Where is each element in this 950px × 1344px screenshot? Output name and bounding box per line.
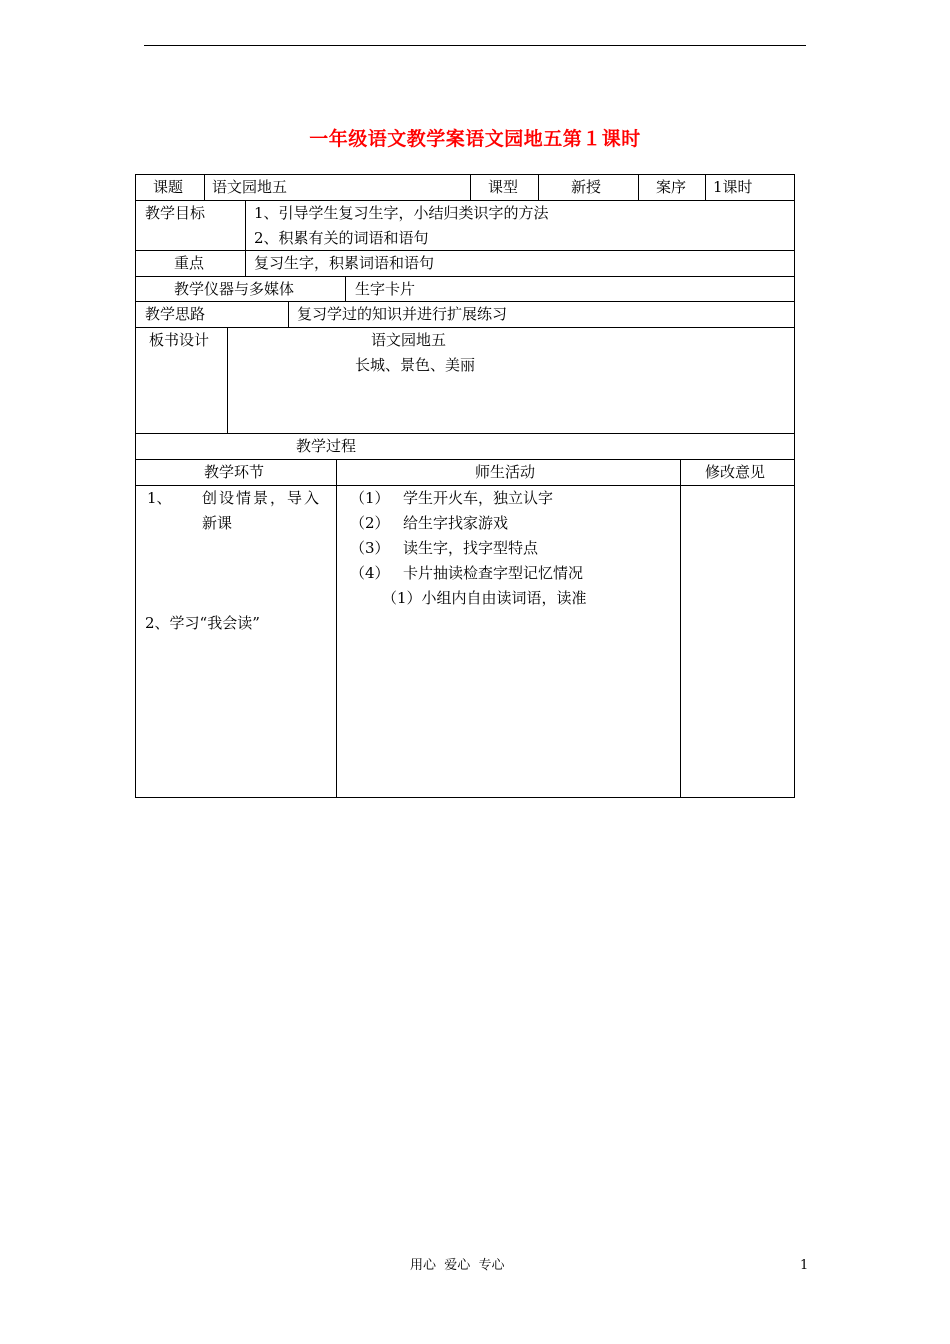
step-text: 创设情景，导入 (202, 489, 322, 507)
board-line: 语文园地五 (371, 331, 447, 349)
col-divider (638, 174, 639, 200)
sequence-label: 案序 (656, 178, 687, 196)
media-label: 教学仪器与多媒体 (174, 280, 295, 298)
col-divider (345, 276, 346, 301)
topic-label: 课题 (153, 178, 184, 196)
sub-activity-text: （1）小组内自由读词语，读准 (382, 589, 587, 607)
goals-label: 教学目标 (145, 204, 206, 222)
step-text: 2、学习“我会读” (145, 614, 260, 632)
activity-number: （3） (350, 539, 390, 557)
col-divider (204, 174, 205, 200)
sequence-value: 1课时 (713, 178, 753, 196)
row-divider (135, 327, 795, 328)
col-divider (336, 459, 337, 798)
activity-number: （2） (350, 514, 390, 532)
col-divider (470, 174, 471, 200)
step-number: 1、 (147, 489, 172, 507)
process-heading: 教学过程 (296, 437, 357, 455)
board-label: 板书设计 (149, 331, 210, 349)
approach-value: 复习学过的知识并进行扩展练习 (297, 305, 508, 323)
step-text: 新课 (202, 514, 233, 532)
footer-motto: 用心 爱心 专心 (410, 1258, 505, 1273)
activity-number: （4） (350, 564, 390, 582)
document-title: 一年级语文教学案语文园地五第１课时 (309, 128, 641, 150)
col-divider (538, 174, 539, 200)
activity-text: 读生字，找字型特点 (403, 539, 539, 557)
lesson-type-label: 课型 (488, 178, 519, 196)
topic-value: 语文园地五 (212, 178, 288, 196)
col-divider (680, 459, 681, 798)
col-divider (227, 327, 228, 433)
col-divider (705, 174, 706, 200)
goal-item: 1、引导学生复习生字，小结归类识字的方法 (254, 204, 549, 222)
column-header-revision: 修改意见 (705, 463, 766, 481)
page-number: 1 (800, 1258, 809, 1273)
media-value: 生字卡片 (355, 280, 416, 298)
activity-text: 给生字找家游戏 (403, 514, 509, 532)
activity-text: 卡片抽读检查字型记忆情况 (403, 564, 584, 582)
row-divider (135, 250, 795, 251)
column-header-step: 教学环节 (204, 463, 265, 481)
column-header-activity: 师生活动 (475, 463, 536, 481)
header-rule (144, 45, 806, 46)
activity-text: 学生开火车，独立认字 (403, 489, 554, 507)
goal-item: 2、积累有关的词语和语句 (254, 229, 429, 247)
row-divider (135, 433, 795, 434)
focus-label: 重点 (174, 254, 205, 272)
lesson-type-value: 新授 (571, 178, 602, 196)
col-divider (288, 301, 289, 327)
approach-label: 教学思路 (145, 305, 206, 323)
focus-value: 复习生字，积累词语和语句 (254, 254, 435, 272)
col-divider (245, 200, 246, 276)
board-line: 长城、景色、美丽 (355, 356, 476, 374)
activity-number: （1） (350, 489, 390, 507)
